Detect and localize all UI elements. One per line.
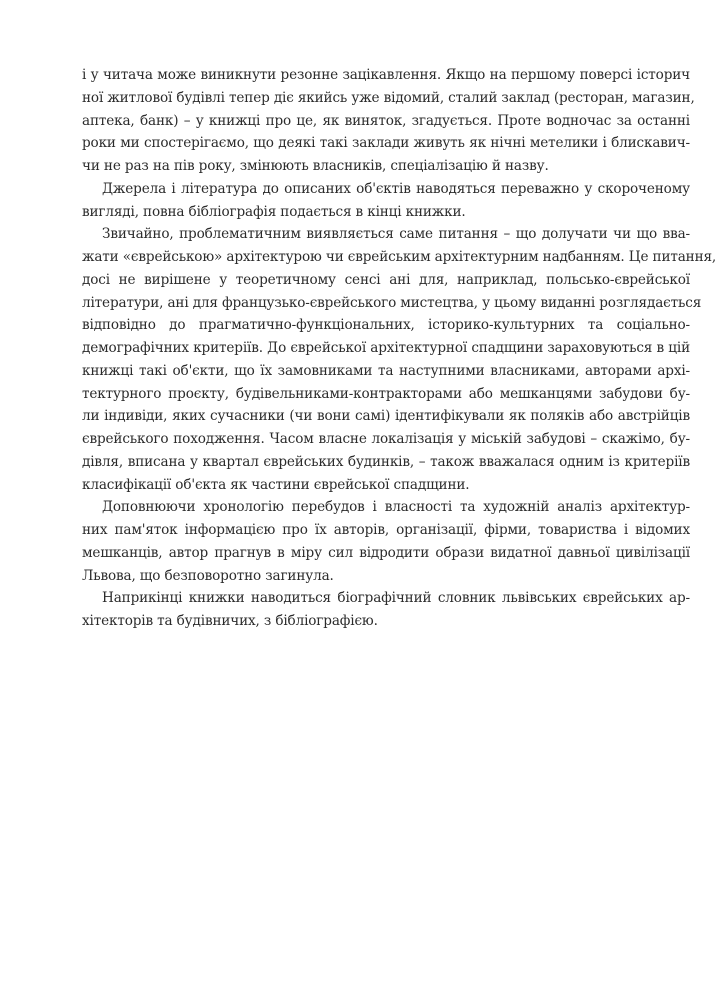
text-line: відповідно до прагматично-функціональних, історико-культурних та соціально- bbox=[82, 317, 690, 334]
body-text bbox=[82, 64, 717, 633]
text-line: досі не вирішене у теоретичному сенсі ані для, наприклад, польсько-єврейської bbox=[82, 271, 690, 288]
text-line: роки ми спостерігаємо, що деякі такі заклади живуть як нічні метелики і блискавич- bbox=[82, 135, 690, 152]
text-line: і у читача може виникнути резонне зацікавлення. Якщо на першому поверсі історич bbox=[82, 67, 690, 83]
text-line: ної житлової будівлі тепер діє якийсь уже відомий, сталий заклад (ресторан, магазин, bbox=[82, 89, 695, 106]
text-line: тектурного проєкту, будівельниками-контракторами або мешканцями забудови бу- bbox=[82, 385, 690, 402]
text-line: класифікації об'єкта як частини єврейської спадщини. bbox=[82, 476, 470, 493]
text-line: демографічних критеріїв. До єврейської архітектурної спадщини зараховуються в цій bbox=[82, 340, 690, 356]
text-line: дівля, вписана у квартал єврейських будинків, – також вважалася одним із критеріїв bbox=[82, 453, 690, 470]
text-line: ли індивіди, яких сучасники (чи вони самі) ідентифікували як поляків або австрійців bbox=[82, 408, 690, 425]
text-line: хітекторів та будівничих, з бібліографією. bbox=[82, 613, 378, 629]
text-line: Львова, що безповоротно загинула. bbox=[82, 567, 334, 584]
text-line: книжці такі об'єкти, що їх замовниками та наступними власниками, авторами архі- bbox=[82, 362, 690, 379]
text-line: мешканців, автор прагнув в міру сил відродити образи видатної давньої цивілізації bbox=[82, 544, 690, 561]
text-line: чи не раз на пів року, змінюють власників, спеціалізацію й назву. bbox=[82, 158, 549, 174]
text-line: аптека, банк) – у книжці про це, як виняток, згадується. Проте водночас за останні bbox=[82, 112, 690, 129]
text-line: вигляді, повна бібліографія подається в кінці книжки. bbox=[82, 203, 466, 220]
text-line: Доповнюючи хронологію перебудов і власності та художній аналіз архітектур- bbox=[102, 499, 690, 516]
text-line: Джерела і література до описаних об'єктів наводяться переважно у скороченому bbox=[102, 180, 690, 197]
text-line: літератури, ані для французько-єврейського мистецтва, у цьому виданні розглядається bbox=[82, 294, 702, 311]
text-line: жати «єврейською» архітектурою чи єврейським архітектурним надбанням. Це питання, bbox=[82, 249, 717, 265]
text-line: єврейського походження. Часом власне локалізація у міській забудові – скажімо, бу- bbox=[82, 431, 690, 447]
text-line: них пам'яток інформацією про їх авторів, організації, фірми, товариства і відомих bbox=[82, 522, 690, 538]
text-line: Звичайно, проблематичним виявляється саме питання – що долучати чи що вва- bbox=[102, 226, 690, 243]
text-line: Наприкінці книжки наводиться біографічний словник львівських єврейських ар- bbox=[102, 590, 690, 607]
